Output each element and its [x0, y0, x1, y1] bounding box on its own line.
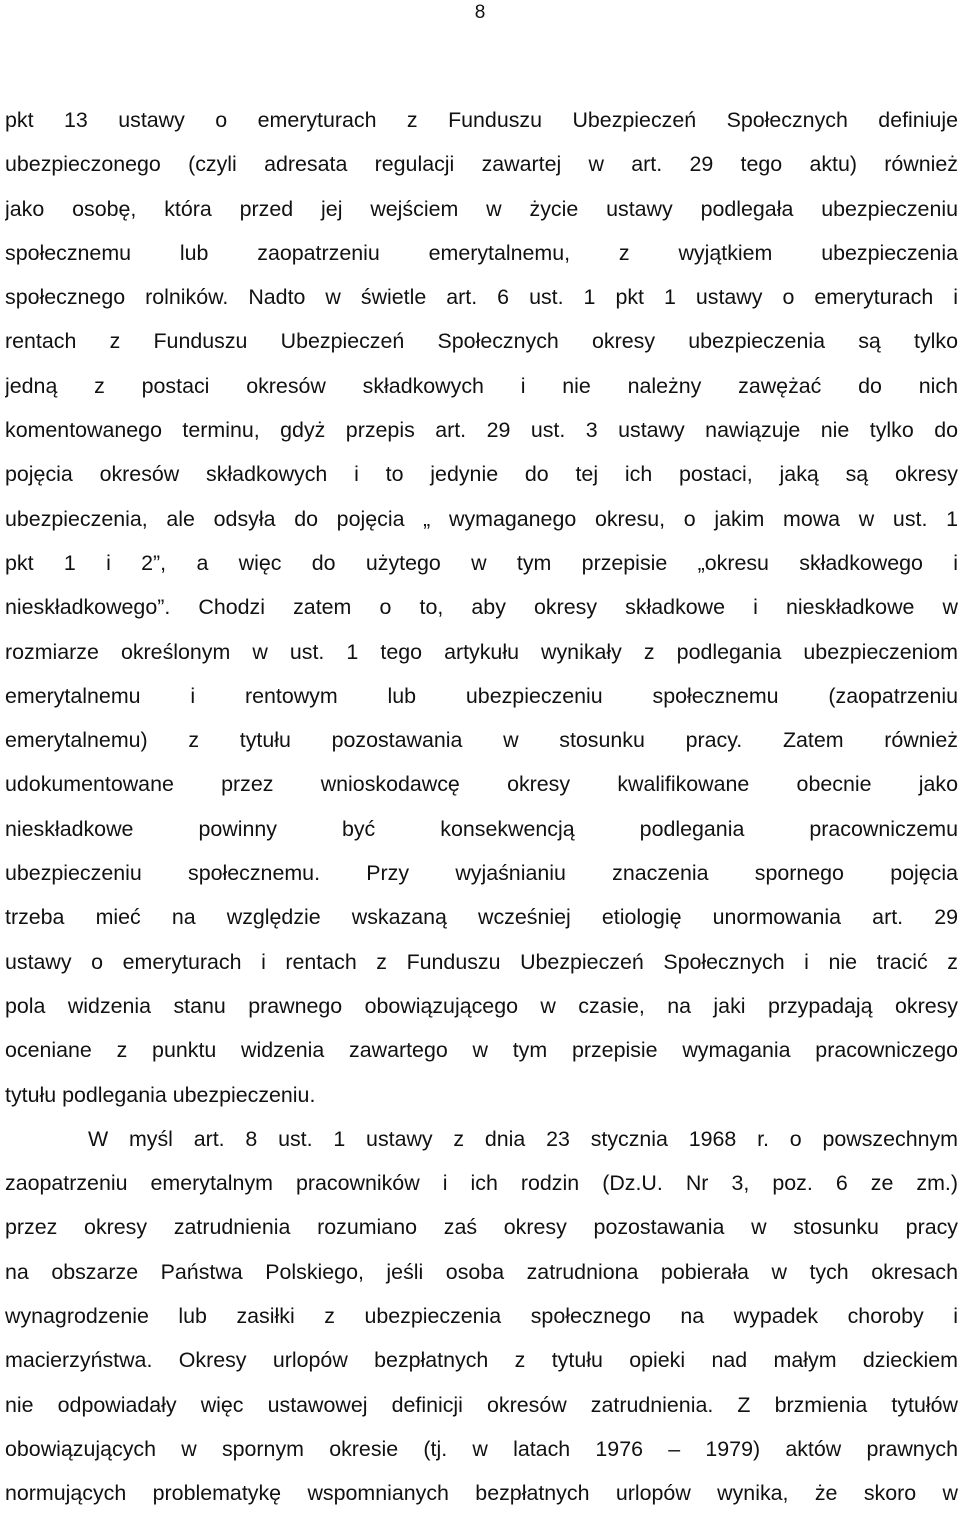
- text-line: trzeba mieć na względzie wskazaną wcześniej etiologię unormowania art. 29: [5, 905, 958, 930]
- text-line: na obszarze Państwa Polskiego, jeśli osoba zatrudniona pobierała w tych okresach: [5, 1259, 958, 1284]
- text-line: ubezpieczenia, ale odsyła do pojęcia „ wymaganego okresu, o jakim mowa w ust. 1: [5, 506, 958, 531]
- text-line: macierzyństwa. Okresy urlopów bezpłatnych z tytułu opieki nad małym dzieckiem: [5, 1348, 958, 1373]
- text-line: rozmiarze określonym w ust. 1 tego artykułu wynikały z podlegania ubezpieczeniom: [5, 639, 958, 664]
- text-line: pojęcia okresów składkowych i to jedynie do tej ich postaci, jaką są okresy: [5, 462, 958, 487]
- text-line: jako osobę, która przed jej wejściem w życie ustawy podlegała ubezpieczeniu: [5, 196, 958, 221]
- text-line: pola widzenia stanu prawnego obowiązującego w czasie, na jaki przypadają okresy: [5, 993, 958, 1018]
- text-line: społecznemu lub zaopatrzeniu emerytalnemu, z wyjątkiem ubezpieczenia: [5, 240, 958, 265]
- text-line: normujących problematykę wspomnianych bezpłatnych urlopów wynika, że skoro w: [5, 1481, 958, 1506]
- text-line: wynagrodzenie lub zasiłki z ubezpieczenia społecznego na wypadek choroby i: [5, 1304, 958, 1329]
- text-line: pkt 13 ustawy o emeryturach z Funduszu Ubezpieczeń Społecznych definiuje: [5, 108, 958, 132]
- text-line: udokumentowane przez wnioskodawcę okresy kwalifikowane obecnie jako: [5, 772, 958, 797]
- paragraph: [5, 1117, 958, 1516]
- text-line: W myśl art. 8 ust. 1 ustawy z dnia 23 stycznia 1968 r. o powszechnym: [88, 1126, 958, 1151]
- document-text: [5, 98, 958, 1516]
- text-line: nieskładkowe powinny być konsekwencją podlegania pracowniczemu: [5, 816, 958, 841]
- page-number: 8: [474, 2, 486, 23]
- text-line: rentach z Funduszu Ubezpieczeń Społecznych okresy ubezpieczenia są tylko: [5, 329, 958, 354]
- text-line: społecznego rolników. Nadto w świetle art. 6 ust. 1 pkt 1 ustawy o emeryturach i: [5, 285, 958, 310]
- text-line: ustawy o emeryturach i rentach z Funduszu Ubezpieczeń Społecznych i nie tracić z: [5, 949, 958, 974]
- text-line: komentowanego terminu, gdyż przepis art. 29 ust. 3 ustawy nawiązuje nie tylko do: [5, 418, 958, 443]
- text-line: pkt 1 i 2”, a więc do użytego w tym przepisie „okresu składkowego i: [5, 550, 958, 575]
- text-line: tytułu podlegania ubezpieczeniu.: [5, 1082, 316, 1107]
- text-line: zaopatrzeniu emerytalnym pracowników i ich rodzin (Dz.U. Nr 3, poz. 6 ze zm.): [5, 1171, 958, 1196]
- text-line: nie odpowiadały więc ustawowej definicji okresów zatrudnienia. Z brzmienia tytułów: [5, 1392, 958, 1417]
- text-line: ubezpieczonego (czyli adresata regulacji zawartej w art. 29 tego aktu) również: [5, 152, 958, 177]
- text-line: obowiązujących w spornym okresie (tj. w latach 1976 – 1979) aktów prawnych: [5, 1436, 958, 1461]
- text-line: nieskładkowego”. Chodzi zatem o to, aby okresy składkowe i nieskładkowe w: [5, 595, 958, 620]
- text-line: oceniane z punktu widzenia zawartego w tym przepisie wymagania pracowniczego: [5, 1038, 958, 1063]
- text-line: emerytalnemu i rentowym lub ubezpieczeniu społecznemu (zaopatrzeniu: [5, 683, 958, 708]
- text-line: ubezpieczeniu społecznemu. Przy wyjaśnianiu znaczenia spornego pojęcia: [5, 861, 958, 886]
- text-line: emerytalnemu) z tytułu pozostawania w stosunku pracy. Zatem również: [5, 728, 958, 753]
- paragraph: [5, 98, 958, 1117]
- text-line: przez okresy zatrudnienia rozumiano zaś okresy pozostawania w stosunku pracy: [5, 1215, 958, 1240]
- text-line: jedną z postaci okresów składkowych i nie należny zawężać do nich: [5, 373, 958, 398]
